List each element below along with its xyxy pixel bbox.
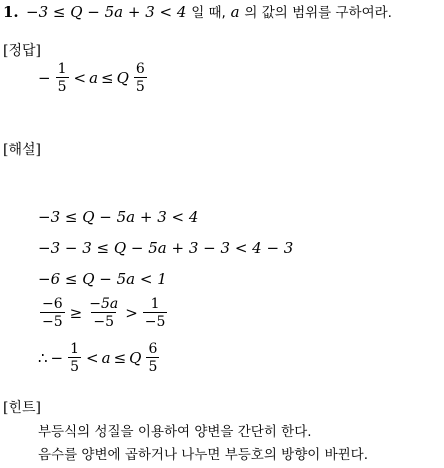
answer-fraction-upper-den: 5	[135, 79, 145, 95]
solution-line-4-f3-num: 1	[150, 296, 160, 312]
solution-line-4-fraction-3	[143, 297, 168, 329]
solution-line-4-fraction-2	[87, 297, 120, 329]
problem-text-end: 의 값의 범위를 구하여라.	[244, 5, 392, 21]
answer-label: [정답]	[3, 43, 41, 59]
solution-line-5-rel1: <	[86, 348, 99, 367]
answer-rel1: <	[73, 68, 87, 87]
solution-line-4-f1-num: −6	[42, 296, 63, 312]
solution-line-4-f2-den: −5	[93, 314, 115, 330]
solution-line-4-rel1: ≥	[69, 303, 83, 322]
solution-line-5-f2-num: 6	[148, 341, 158, 357]
solution-line-4	[38, 297, 169, 329]
solution-line-5	[38, 342, 161, 374]
problem-statement	[26, 5, 392, 21]
solution-line-2: −3 − 3 ≤ Q − 5a + 3 − 3 < 4 − 3	[38, 239, 294, 257]
solution-line-4-f1-den: −5	[42, 314, 63, 330]
answer-fraction-upper	[134, 62, 147, 94]
problem-inequality: −3 ≤ Q − 5a + 3 < 4	[26, 3, 187, 21]
solution-line-4-f2-num: −5a	[89, 296, 119, 312]
answer-fraction-lower-den: 5	[57, 79, 67, 95]
answer-rel2: ≤	[101, 68, 114, 87]
solution-label: [해설]	[3, 142, 41, 158]
solution-line-5-minus: −	[50, 348, 64, 367]
solution-line-5-f1-den: 5	[70, 359, 80, 375]
answer-fraction-lower	[56, 62, 69, 94]
answer-expression	[38, 62, 149, 94]
solution-line-1: −3 ≤ Q − 5a + 3 < 4	[38, 208, 199, 226]
solution-line-4-fraction-1	[40, 297, 65, 329]
solution-line-5-f1-num: 1	[70, 341, 80, 357]
solution-line-5-q: Q	[129, 348, 142, 367]
problem-variable: a	[230, 3, 240, 21]
hint-label: [힌트]	[3, 400, 41, 416]
solution-line-5-rel2: ≤	[113, 348, 127, 367]
answer-fraction-lower-num: 1	[57, 61, 67, 77]
solution-line-4-f3-den: −5	[144, 314, 166, 330]
solution-line-5-variable: a	[101, 348, 111, 367]
hint-line-1: 부등식의 성질을 이용하여 양변을 간단히 한다.	[38, 424, 312, 440]
solution-line-3: −6 ≤ Q − 5a < 1	[38, 270, 167, 288]
answer-fraction-upper-num: 6	[135, 61, 145, 77]
solution-line-5-f2-den: 5	[148, 359, 158, 375]
problem-number: 1.	[3, 3, 19, 21]
answer-minus: −	[38, 68, 51, 87]
solution-line-4-rel2: >	[125, 303, 138, 322]
answer-q: Q	[116, 68, 129, 87]
problem-text-mid: 일 때,	[191, 5, 226, 21]
solution-line-5-fraction-2	[146, 342, 159, 374]
therefore-symbol: ∴	[38, 348, 48, 367]
solution-line-5-fraction-1	[68, 342, 81, 374]
answer-variable: a	[89, 68, 99, 87]
hint-line-2: 음수를 양변에 곱하거나 나누면 부등호의 방향이 바뀐다.	[38, 447, 368, 463]
